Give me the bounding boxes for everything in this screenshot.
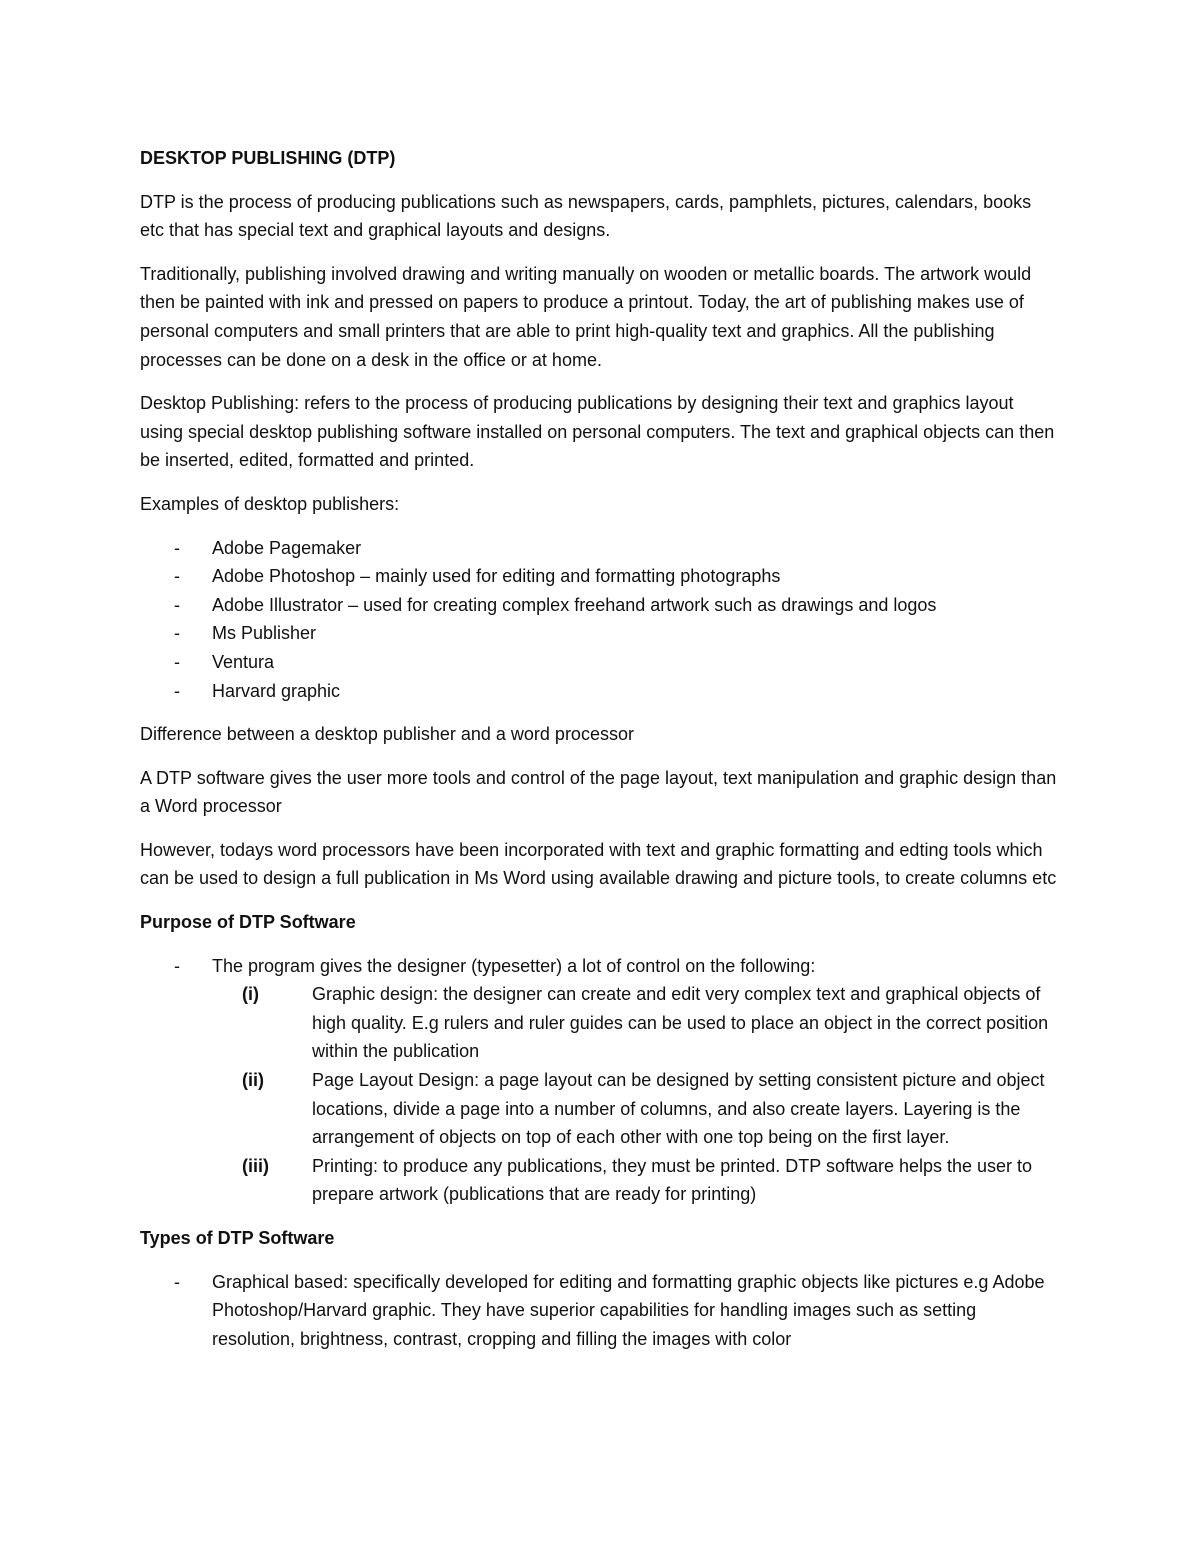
bullet-dash: -: [174, 623, 180, 644]
difference-paragraph: A DTP software gives the user more tools and control of the page layout, text manipulation and graphic design than a Word processor: [140, 767, 1057, 817]
list-item: [140, 648, 1060, 677]
bullet-dash: -: [174, 955, 180, 976]
bullet-dash: -: [174, 651, 180, 672]
list-item: [140, 591, 1060, 620]
numbered-item: [140, 980, 1060, 1066]
document-title: DESKTOP PUBLISHING (DTP): [140, 148, 396, 168]
list-item-text: Graphical based: specifically developed for editing and formatting graphic objects like pictures e.g Adobe Photoshop/Harvard graphic. They have superior capabilities for handling images such as setting resolution, brightness, contrast, cropping and filling the images with color: [212, 1271, 1045, 1349]
list-item-text: Adobe Photoshop – mainly used for editing and formatting photographs: [212, 566, 781, 587]
list-item: [140, 1268, 1060, 1354]
numbered-item-text: Printing: to produce any publications, they must be printed. DTP software helps the user to prepare artwork (publications that are ready for printing): [312, 1155, 1033, 1205]
numbered-item: [140, 1066, 1060, 1152]
bullet-dash: -: [174, 680, 180, 701]
purpose-intro: The program gives the designer (typesetter) a lot of control on the following:: [212, 955, 816, 976]
numbered-item-text: Graphic design: the designer can create and edit very complex text and graphical objects of high quality. E.g rulers and ruler guides can be used to place an object in the correct position within the publication: [312, 984, 1049, 1062]
purpose-list: [140, 952, 1060, 981]
types-heading: Types of DTP Software: [140, 1228, 335, 1248]
bullet-dash: -: [174, 537, 180, 558]
list-item: [140, 619, 1060, 648]
purpose-heading: Purpose of DTP Software: [140, 912, 356, 933]
bullet-dash: -: [174, 1271, 180, 1292]
bullet-dash: -: [174, 566, 180, 587]
list-item: [140, 952, 1060, 981]
purpose-sublist: [140, 980, 1060, 1209]
list-item-text: Ms Publisher: [212, 623, 317, 644]
difference-heading: Difference between a desktop publisher and a word processor: [140, 724, 634, 745]
traditional-paragraph: Traditionally, publishing involved drawing and writing manually on wooden or metallic boards. The artwork would then be painted with ink and pressed on papers to produce a printout. Today, the art of publishing makes use of personal computers and small printers that are able to print high-quality text and graphics. All the publishing processes can be done on a desk in the office or at home.: [140, 263, 1032, 370]
numbered-item-text: Page Layout Design: a page layout can be designed by setting consistent picture and object locations, divide a page into a number of columns, and also create layers. Layering is the arrangement of objects on top of each other with one top being on the first layer.: [312, 1070, 1045, 1148]
examples-intro: Examples of desktop publishers:: [140, 493, 400, 514]
list-item: [140, 677, 1060, 706]
item-number: (iii): [242, 1155, 269, 1176]
list-item-text: Harvard graphic: [212, 680, 341, 701]
definition-paragraph: Desktop Publishing: refers to the process of producing publications by designing their text and graphics layout using special desktop publishing software installed on personal computers. The text and graphical objects can then be inserted, edited, formatted and printed.: [140, 393, 1055, 471]
however-paragraph: However, todays word processors have been incorporated with text and graphic formatting and edting tools which can be used to design a full publication in Ms Word using available drawing and picture tools, to create columns etc: [140, 839, 1057, 889]
item-number: (ii): [242, 1070, 264, 1091]
examples-list: [140, 534, 1060, 706]
intro-paragraph: DTP is the process of producing publications such as newspapers, cards, pamphlets, pictures, calendars, books etc that has special text and graphical layouts and designs.: [140, 191, 1032, 241]
list-item-text: Adobe Pagemaker: [212, 537, 362, 558]
list-item: [140, 534, 1060, 563]
bullet-dash: -: [174, 594, 180, 615]
item-number: (i): [242, 984, 259, 1005]
list-item: [140, 562, 1060, 591]
types-list: [140, 1268, 1060, 1354]
list-item-text: Adobe Illustrator – used for creating complex freehand artwork such as drawings and logos: [212, 594, 937, 615]
list-item-text: Ventura: [212, 651, 275, 672]
numbered-item: [140, 1152, 1060, 1209]
